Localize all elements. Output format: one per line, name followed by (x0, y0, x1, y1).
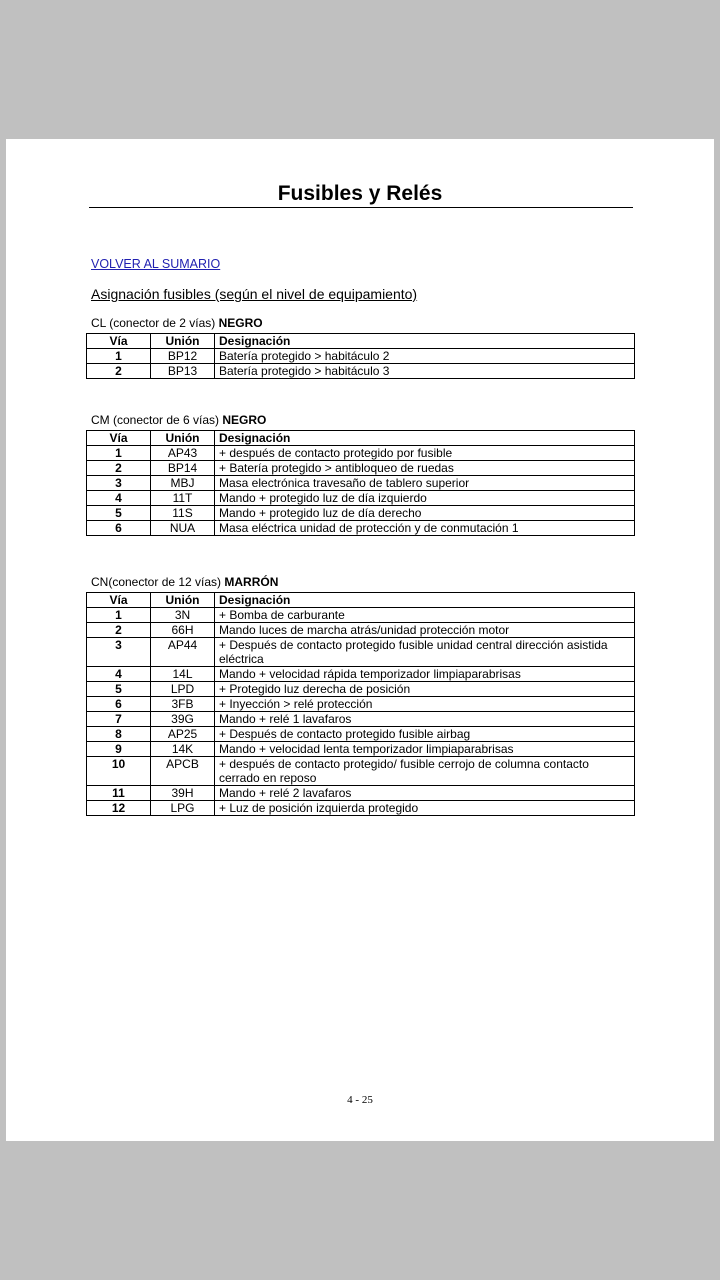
union-cell: 39G (151, 712, 215, 727)
designacion-cell: + Después de contacto protegido fusible airbag (215, 727, 635, 742)
union-cell: AP43 (151, 446, 215, 461)
designacion-cell: Masa eléctrica unidad de protección y de conmutación 1 (215, 521, 635, 536)
table-header-row (87, 593, 635, 608)
via-cell: 12 (87, 801, 151, 816)
designacion-cell: Mando + protegido luz de día izquierdo (215, 491, 635, 506)
via-cell: 10 (87, 757, 151, 786)
table-row (87, 521, 635, 536)
designacion-cell: + Protegido luz derecha de posición (215, 682, 635, 697)
designacion-cell: + Inyección > relé protección (215, 697, 635, 712)
via-cell: 1 (87, 349, 151, 364)
header-via: Vía (87, 593, 151, 608)
via-cell: 8 (87, 727, 151, 742)
designacion-cell: Mando + relé 2 lavafaros (215, 786, 635, 801)
union-cell: AP44 (151, 638, 215, 667)
table-row (87, 461, 635, 476)
via-cell: 5 (87, 506, 151, 521)
connector-heading (91, 575, 635, 590)
page-title: Fusibles y Relés (277, 182, 443, 205)
header-union: Unión (151, 593, 215, 608)
union-cell: 14L (151, 667, 215, 682)
section-subtitle: Asignación fusibles (según el nivel de equipamiento) (91, 286, 418, 302)
table-row (87, 623, 635, 638)
designacion-cell: Masa electrónica travesaño de tablero superior (215, 476, 635, 491)
designacion-cell: Mando + relé 1 lavafaros (215, 712, 635, 727)
header-via: Vía (87, 431, 151, 446)
table-row (87, 682, 635, 697)
table-row (87, 491, 635, 506)
union-cell: AP25 (151, 727, 215, 742)
designacion-cell: Mando luces de marcha atrás/unidad protección motor (215, 623, 635, 638)
connector-section-cm (86, 413, 635, 536)
union-cell: 11T (151, 491, 215, 506)
via-cell: 2 (87, 461, 151, 476)
table-row (87, 667, 635, 682)
union-cell: MBJ (151, 476, 215, 491)
union-cell: BP13 (151, 364, 215, 379)
designacion-cell: Mando + protegido luz de día derecho (215, 506, 635, 521)
union-cell: LPD (151, 682, 215, 697)
table-header-row (87, 431, 635, 446)
table-row (87, 757, 635, 786)
designacion-cell: Batería protegido > habitáculo 3 (215, 364, 635, 379)
table-row (87, 727, 635, 742)
designacion-cell: + Bomba de carburante (215, 608, 635, 623)
designacion-cell: + Luz de posición izquierda protegido (215, 801, 635, 816)
table-row (87, 608, 635, 623)
union-cell: NUA (151, 521, 215, 536)
union-cell: 3N (151, 608, 215, 623)
table-row (87, 712, 635, 727)
connector-heading (91, 316, 635, 331)
document-page (6, 139, 714, 1141)
via-cell: 4 (87, 667, 151, 682)
header-designacion: Designación (215, 431, 635, 446)
union-cell: 3FB (151, 697, 215, 712)
connector-section-cl (86, 316, 635, 379)
connector-color: MARRÓN (224, 575, 279, 589)
table-row (87, 697, 635, 712)
connector-table (86, 592, 635, 816)
connector-table (86, 333, 635, 379)
connector-label: CL (conector de 2 vías) (91, 316, 219, 330)
table-row (87, 786, 635, 801)
connector-color: NEGRO (222, 413, 267, 427)
header-union: Unión (151, 334, 215, 349)
header-union: Unión (151, 431, 215, 446)
via-cell: 5 (87, 682, 151, 697)
designacion-cell: + Después de contacto protegido fusible unidad central dirección asistida eléctrica (215, 638, 635, 667)
table-row (87, 364, 635, 379)
connector-color: NEGRO (218, 316, 263, 330)
table-row (87, 638, 635, 667)
designacion-cell: Mando + velocidad rápida temporizador limpiaparabrisas (215, 667, 635, 682)
table-row (87, 476, 635, 491)
table-row (87, 446, 635, 461)
header-designacion: Designación (215, 334, 635, 349)
via-cell: 2 (87, 364, 151, 379)
table-row (87, 506, 635, 521)
via-cell: 1 (87, 446, 151, 461)
union-cell: APCB (151, 757, 215, 786)
via-cell: 3 (87, 476, 151, 491)
union-cell: LPG (151, 801, 215, 816)
union-cell: 66H (151, 623, 215, 638)
via-cell: 1 (87, 608, 151, 623)
table-row (87, 801, 635, 816)
union-cell: 14K (151, 742, 215, 757)
table-header-row (87, 334, 635, 349)
connector-label: CM (conector de 6 vías) (91, 413, 223, 427)
via-cell: 6 (87, 521, 151, 536)
union-cell: BP12 (151, 349, 215, 364)
header-via: Vía (87, 334, 151, 349)
via-cell: 6 (87, 697, 151, 712)
connector-heading (91, 413, 635, 428)
designacion-cell: Batería protegido > habitáculo 2 (215, 349, 635, 364)
page-number: 4 - 25 (347, 1094, 373, 1106)
via-cell: 11 (87, 786, 151, 801)
table-row (87, 349, 635, 364)
designacion-cell: + después de contacto protegido/ fusible cerrojo de columna contacto cerrado en reposo (215, 757, 635, 786)
via-cell: 4 (87, 491, 151, 506)
title-divider (89, 207, 633, 208)
via-cell: 7 (87, 712, 151, 727)
designacion-cell: Mando + velocidad lenta temporizador limpiaparabrisas (215, 742, 635, 757)
connector-label: CN(conector de 12 vías) (91, 575, 225, 589)
table-row (87, 742, 635, 757)
via-cell: 2 (87, 623, 151, 638)
union-cell: BP14 (151, 461, 215, 476)
union-cell: 11S (151, 506, 215, 521)
header-designacion: Designación (215, 593, 635, 608)
connector-table (86, 430, 635, 536)
via-cell: 3 (87, 638, 151, 667)
back-to-summary-link[interactable]: VOLVER AL SUMARIO (91, 257, 221, 271)
designacion-cell: + después de contacto protegido por fusible (215, 446, 635, 461)
union-cell: 39H (151, 786, 215, 801)
via-cell: 9 (87, 742, 151, 757)
designacion-cell: + Batería protegido > antibloqueo de ruedas (215, 461, 635, 476)
connector-section-cn (86, 575, 635, 816)
